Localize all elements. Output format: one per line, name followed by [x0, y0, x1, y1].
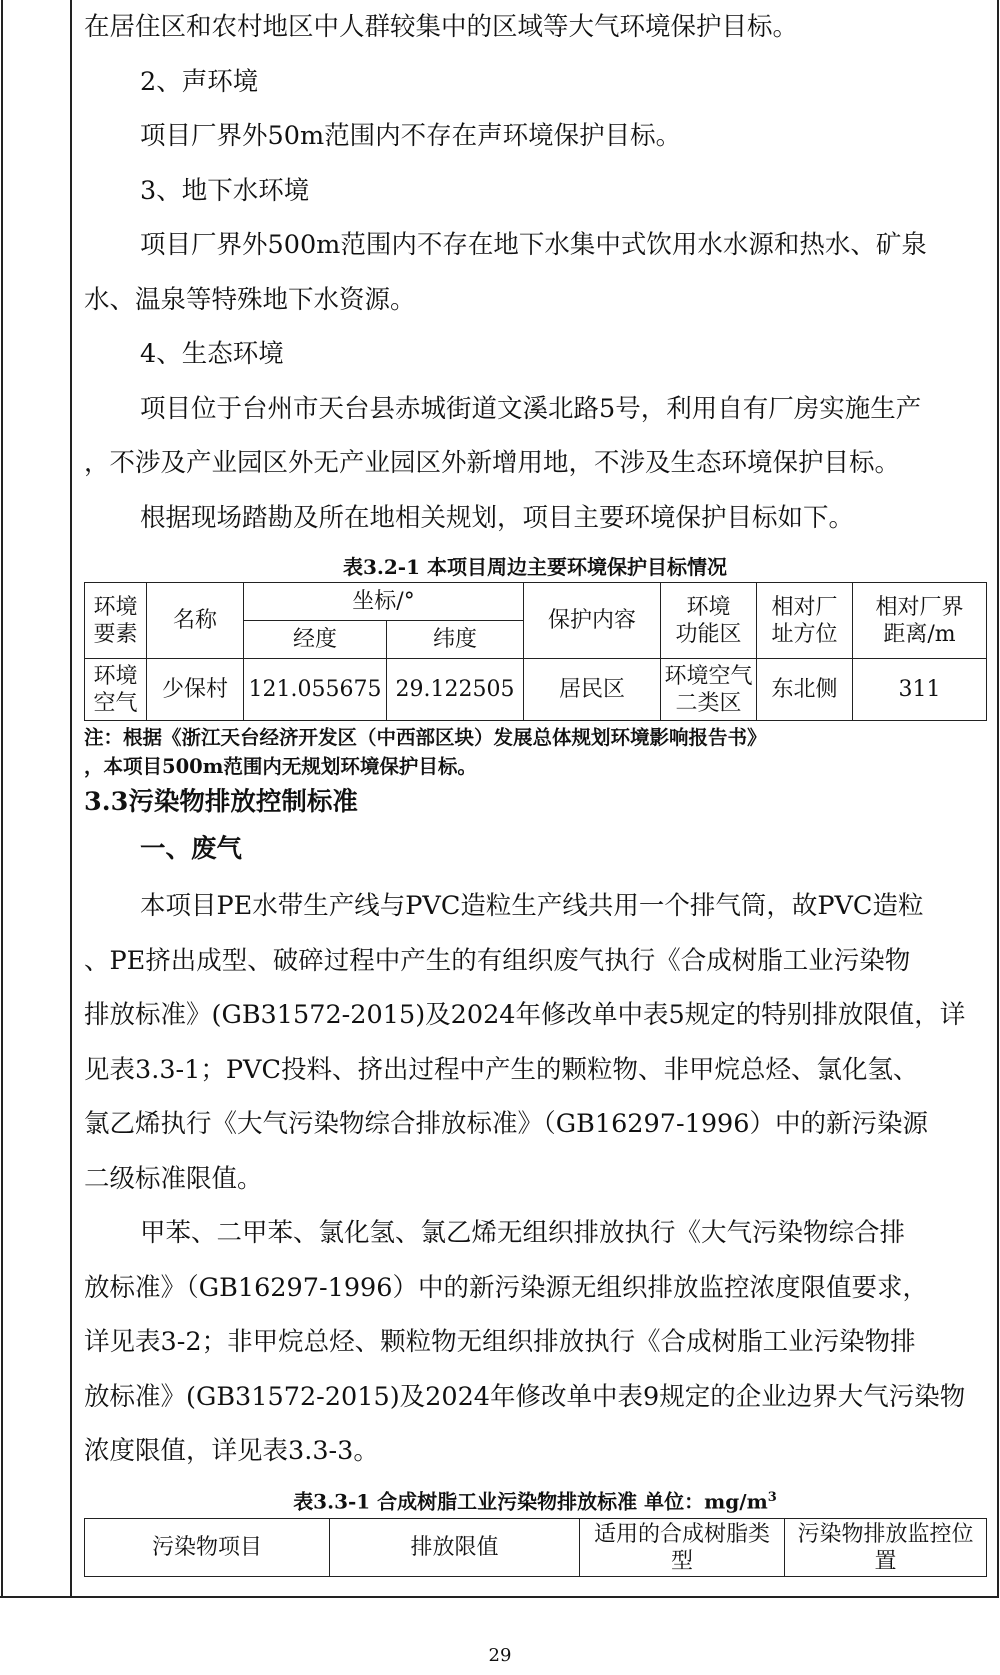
paragraph-line: 4、生态环境 — [140, 339, 284, 369]
emission-paragraphs — [84, 879, 986, 1479]
th-element: 环境 要素 — [85, 583, 147, 659]
resin-emission-standard-table — [84, 1518, 987, 1577]
table1-note-line1: 注：根据《浙江天台经济开发区（中西部区块）发展总体规划环境影响报告书》 — [84, 726, 767, 749]
th-pollutant: 污染物项目 — [85, 1519, 330, 1577]
paragraph-line: 放标准》(GB31572-2015)及2024年修改单中表9规定的企业边界大气污染物 — [84, 1381, 966, 1412]
cell-content: 居民区 — [524, 659, 661, 721]
cell-element: 环境 空气 — [85, 659, 147, 721]
paragraph-line: 3、地下水环境 — [140, 175, 310, 206]
cell-name: 少保村 — [147, 659, 244, 721]
paragraph-line: 放标准》（GB16297-1996）中的新污染源无组织排放监控浓度限值要求， — [84, 1272, 928, 1303]
paragraph-line: 项目厂界外50m范围内不存在声环境保护目标。 — [140, 121, 682, 151]
cell-lat: 29.122505 — [387, 659, 524, 721]
paragraph-line: 排放标准》(GB31572-2015)及2024年修改单中表5规定的特别排放限值，详 — [84, 1000, 966, 1030]
paragraph-line: 在居住区和农村地区中人群较集中的区域等大气环境保护目标。 — [84, 12, 799, 42]
table-row — [85, 659, 987, 721]
paragraph-line: 甲苯、二甲苯、氯化氢、氯乙烯无组织排放执行《大气污染物综合排 — [140, 1218, 906, 1248]
page-number: 29 — [488, 1645, 512, 1666]
paragraph-line: ，不涉及产业园区外无产业园区外新增用地，不涉及生态环境保护目标。 — [84, 448, 901, 478]
protection-targets-table — [84, 582, 987, 721]
paragraph-line: 2、声环境 — [140, 66, 259, 97]
section-heading: 3.3污染物排放控制标准 — [84, 787, 358, 817]
cell-direction: 东北侧 — [757, 659, 853, 721]
paragraph-line: 水、温泉等特殊地下水资源。 — [84, 284, 416, 315]
th-lon: 经度 — [244, 621, 387, 659]
th-resin-type: 适用的合成树脂类 型 — [580, 1519, 785, 1577]
paragraph-line: 二级标准限值。 — [84, 1163, 263, 1194]
paragraph-line: 项目位于台州市天台县赤城街道文溪北路5号，利用自有厂房实施生产 — [140, 393, 922, 424]
table2-caption: 表3.3-1 合成树脂工业污染物排放标准 单位：$mg/m^3$ — [293, 1489, 777, 1514]
cell-zone: 环境空气 二类区 — [661, 659, 757, 721]
paragraph-line: 项目厂界外500m范围内不存在地下水集中式饮用水水源和热水、矿泉 — [140, 230, 927, 260]
table1-caption: 表3.2-1 本项目周边主要环境保护目标情况 — [343, 555, 727, 579]
column-divider — [70, 0, 72, 1598]
sub-heading: 一、废气 — [140, 834, 243, 864]
paragraph-line: 氯乙烯执行《大气污染物综合排放标准》（GB16297-1996）中的新污染源 — [84, 1109, 928, 1139]
paragraph-line: 根据现场踏勘及所在地相关规划，项目主要环境保护目标如下。 — [140, 502, 855, 533]
th-zone: 环境 功能区 — [661, 583, 757, 659]
th-lat: 纬度 — [387, 621, 524, 659]
th-distance: 相对厂界 距离/m — [853, 583, 987, 659]
document-body — [84, 0, 986, 1577]
paragraph-line: 详见表3-2；非甲烷总烃、颗粒物无组织排放执行《合成树脂工业污染物排 — [84, 1327, 916, 1357]
intro-paragraphs — [84, 0, 986, 545]
paragraph-line: 本项目PE水带生产线与PVC造粒生产线共用一个排气筒，故PVC造粒 — [140, 891, 924, 921]
paragraph-line: 浓度限值，详见表3.3-3。 — [84, 1436, 379, 1466]
paragraph-line: 见表3.3-1；PVC投料、挤出过程中产生的颗粒物、非甲烷总烃、氯化氢、 — [84, 1054, 919, 1085]
th-limit: 排放限值 — [330, 1519, 580, 1577]
th-name: 名称 — [147, 583, 244, 659]
table1-note-line2: ，本项目500m范围内无规划环境保护目标。 — [84, 755, 477, 778]
cell-lon: 121.055675 — [244, 659, 387, 721]
th-coord: 坐标/° — [244, 583, 524, 621]
paragraph-line: 、PE挤出成型、破碎过程中产生的有组织废气执行《合成树脂工业污染物 — [84, 945, 911, 976]
th-direction: 相对厂 址方位 — [757, 583, 853, 659]
th-monitor-location: 污染物排放监控位 置 — [785, 1519, 987, 1577]
th-content: 保护内容 — [524, 583, 661, 659]
cell-distance: 311 — [853, 659, 987, 721]
left-border — [1, 0, 3, 1598]
